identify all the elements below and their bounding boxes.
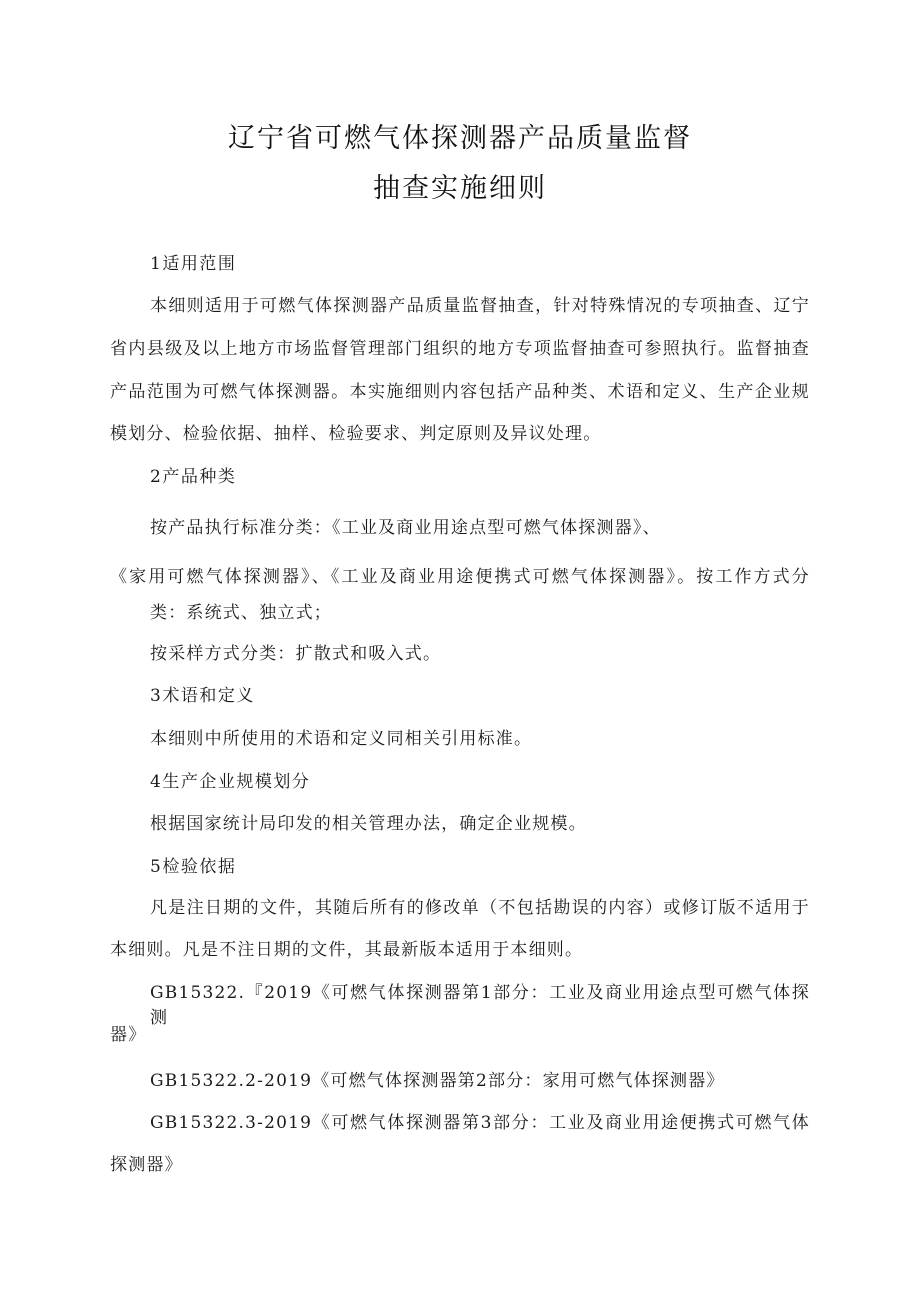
paragraph-line: 根据国家统计局印发的相关管理办法，确定企业规模。 [150,814,587,834]
paragraph-line: 模划分、检验依据、抽样、检验要求、判定原则及异议处理。 [110,424,602,444]
paragraph-line: 凡是注日期的文件，其随后所有的修改单（不包括勘误的内容）或修订版不适用于 [150,898,810,918]
standard-reference: GB15322.『2019《可燃气体探测器第1部分：工业及商业用途点型可燃气体探测 [150,983,810,1028]
standard-reference: GB15322.2-2019《可燃气体探测器第2部分：家用可燃气体探测器》 [150,1071,725,1091]
section-heading-inspection-basis: 5检验依据 [150,857,237,877]
document-title-line-2: 抽查实施细则 [373,173,547,204]
section-heading-product-types: 2产品种类 [150,467,237,487]
paragraph-line: 产品范围为可燃气体探测器。本实施细则内容包括产品种类、术语和定义、生产企业规 [110,382,810,402]
paragraph-line: 本细则。凡是不注日期的文件，其最新版本适用于本细则。 [110,940,584,960]
section-heading-enterprise-scale: 4生产企业规模划分 [150,772,311,792]
document-title-line-1: 辽宁省可燃气体探测器产品质量监督 [228,123,692,154]
paragraph-line: 类：系统式、独立式； [150,603,332,623]
standard-reference: 器》 [110,1025,147,1045]
paragraph-line: 按产品执行标准分类：《工业及商业用途点型可燃气体探测器》、 [150,518,661,538]
standard-reference: 探测器》 [110,1155,183,1175]
paragraph-line: 《家用可燃气体探测器》、《工业及商业用途便携式可燃气体探测器》。按工作方式分 [110,567,810,587]
section-heading-scope: 1适用范围 [150,254,237,274]
paragraph-line: 按采样方式分类：扩散式和吸入式。 [150,644,442,664]
paragraph-line: 本细则适用于可燃气体探测器产品质量监督抽查，针对特殊情况的专项抽查、辽宁 [150,296,810,316]
paragraph-line: 省内县级及以上地方市场监督管理部门组织的地方专项监督抽查可参照执行。监督抽查 [110,339,810,359]
paragraph-line: 本细则中所使用的术语和定义同相关引用标准。 [150,729,533,749]
standard-reference: GB15322.3-2019《可燃气体探测器第3部分：工业及商业用途便携式可燃气体 [150,1113,810,1133]
section-heading-terms: 3术语和定义 [150,686,255,706]
